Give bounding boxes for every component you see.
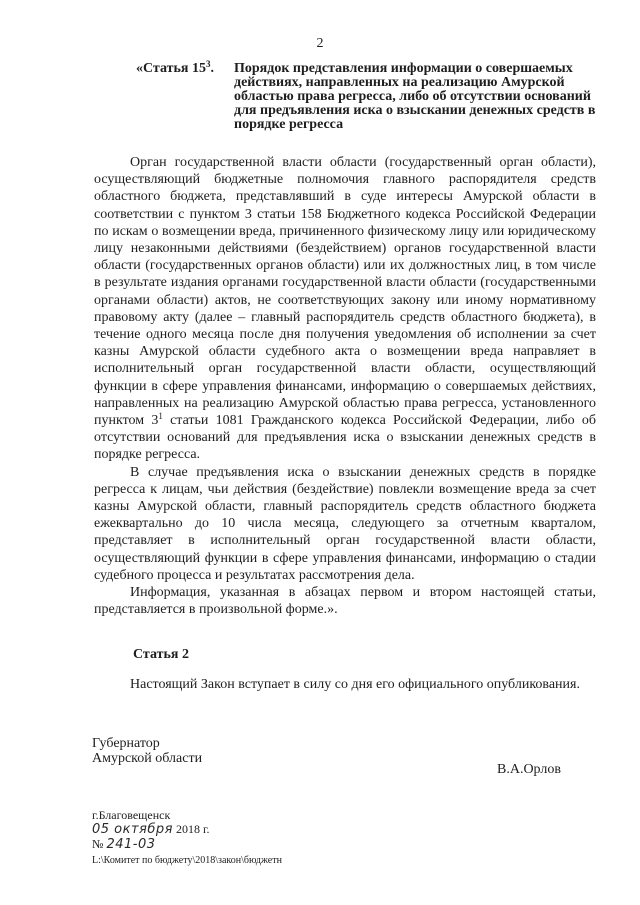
paragraph-3: Информация, указанная в абзацах первом и втором настоящей статьи, представляется в произвольной форме.». bbox=[94, 585, 596, 618]
signatory-name: В.А.Орлов bbox=[497, 762, 561, 777]
document-number: № 241-03 bbox=[92, 837, 156, 852]
article-2-body bbox=[94, 676, 596, 693]
page-number: 2 bbox=[316, 36, 324, 51]
paragraph-4: Настоящий Закон вступает в силу со дня его официального опубликования. bbox=[130, 677, 580, 692]
handwritten-number: 241-03 bbox=[106, 837, 156, 852]
article-label: «Статья $15^3$. bbox=[136, 59, 214, 76]
city-name: г.Благовещенск bbox=[92, 808, 171, 822]
article-2-heading: Статья 2 bbox=[133, 647, 189, 662]
signatory-position: Губернатор Амурской области bbox=[92, 736, 203, 766]
handwritten-date: 05 октября bbox=[92, 822, 173, 837]
paragraph-2: В случае предъявления иска о взыскании денежных средств в порядке регресса к лицам, чьи действия (бездействие) повлекли возмещение вреда за счет казны Амурской области, главный распорядитель средств областного бюджета ежеквартально до 10 числа месяца, следующего за отчетным кварталом, представляет в исполнительный орган государственной власти области, осуществляющий функции в сфере управления финансами, информацию о стадии судебного процесса и результатах рассмотрения дела. bbox=[94, 464, 596, 583]
article-title: Порядок представления информации о совершаемых действиях, направленных на реализацию Амурской областью права регресса, либо об отсутствии оснований для предъявления иска о взыскании денежных средств в порядке регресса bbox=[234, 61, 596, 132]
paragraph-1: Орган государственной власти области (государственный орган области), осуществляющий бюджетные полномочия главного распорядителя средств областного бюджета, представлявший в суде интересы Амурской области в соответствии с пунктом 3 статьи 158 Бюджетного кодекса Российской Федерации по искам о возмещении вреда, причиненного физическому лицу или юридическому лицу незаконными действиями (бездействием) органов государственной власти области (государственных органов области) или их должностных лиц, в том числе в результате издания органами государственной власти области (государственными органами области) актов, не соответствующих закону или иному нормативному правовому акту (далее – главный распорядитель средств областного бюджета), в течение одного месяца после дня получения уведомления об исполнении за счет казны Амурской области судебного акта о возмещении вреда направляет в исполнительный орган государственной власти области, осуществляющий функции в сфере управления финансами, информацию о совершаемых действиях, направленных на реализацию Амурской областью права регресса, установленного пунктом $3^1$ статьи 1081 Гражданского кодекса Российской Федерации, либо об отсутствии оснований для предъявления иска о взыскании денежных средств в порядке регресса. bbox=[94, 155, 596, 463]
article-body bbox=[94, 154, 596, 618]
paragraph-1-superscript: 1 bbox=[158, 411, 163, 422]
article-label-superscript: 3 bbox=[205, 59, 211, 69]
document-date: 05 октября 2018 г. bbox=[92, 822, 210, 837]
place-date-block bbox=[92, 808, 210, 852]
file-path-footer: L:\Комитет по бюджету\2018\закон\бюджетн bbox=[92, 855, 282, 866]
